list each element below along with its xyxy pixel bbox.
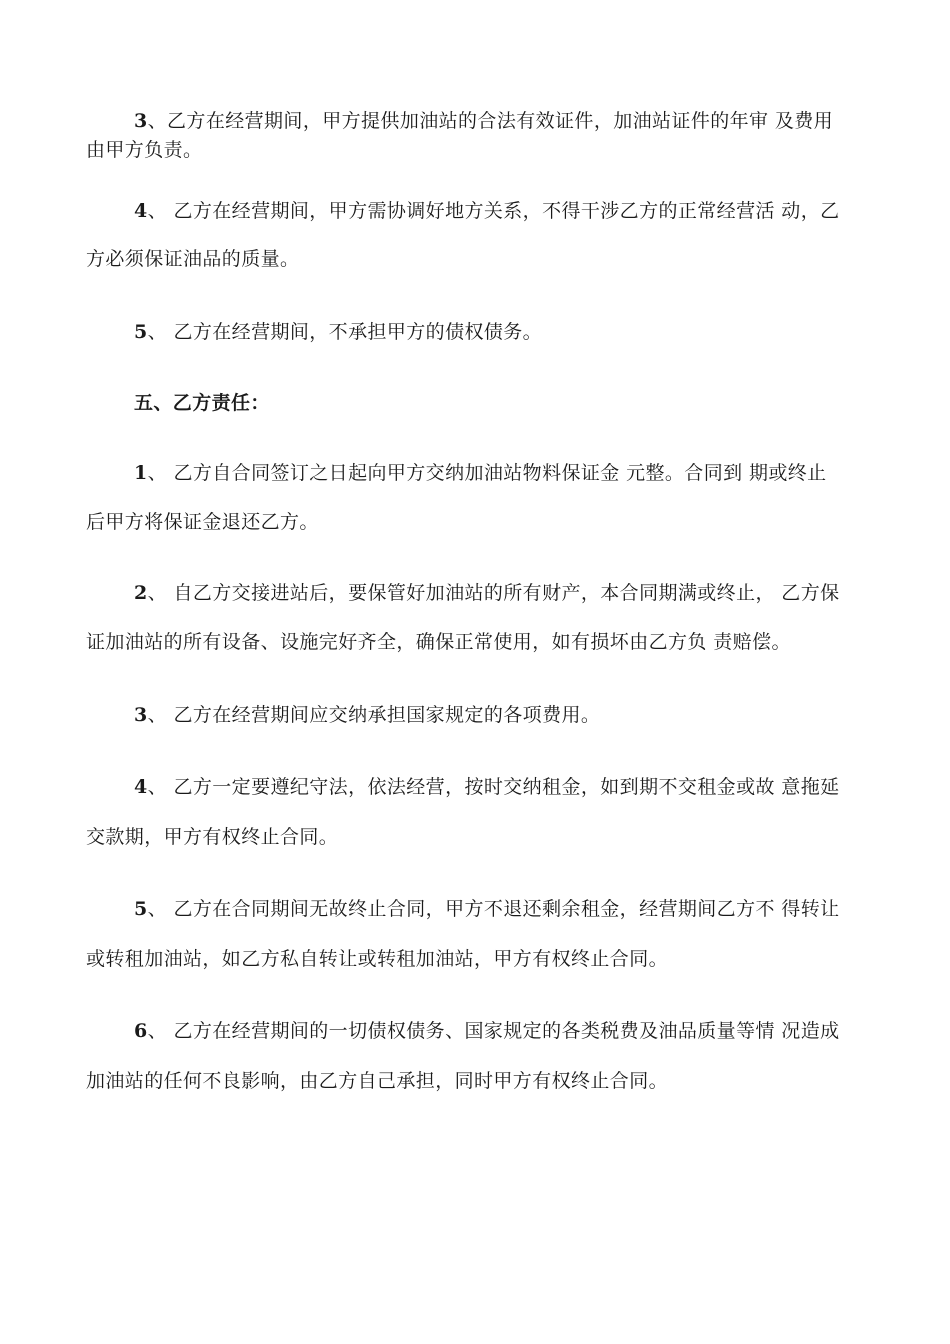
section-heading: 五、乙方责任：: [134, 392, 270, 414]
duty-6-line-1: [134, 1020, 950, 1042]
duty-2-line-2: 证加油站的所有设备、设施完好齐全，确保正常使用，如有损坏由乙方负 责赔偿。: [86, 631, 791, 653]
duty-4-line-2: 交款期，甲方有权终止合同。: [86, 826, 339, 848]
clause-text: 、 乙方在合同期间无故终止合同，甲方不退还剩余租金，经营期间乙方不 得转让: [147, 898, 840, 920]
clause-number: 4: [134, 200, 148, 222]
clause-text: 、 乙方在经营期间应交纳承担国家规定的各项费用。: [147, 704, 601, 726]
clause-5-line-1: [134, 321, 950, 343]
duty-2-line-1: [134, 582, 950, 604]
duty-5-line-2: 或转租加油站，如乙方私自转让或转租加油站，甲方有权终止合同。: [86, 948, 669, 970]
clause-number: 1: [134, 462, 148, 484]
clause-text: 、 乙方在经营期间，不承担甲方的债权债务。: [147, 321, 543, 343]
clause-4-line-2: 方必须保证油品的质量。: [86, 248, 300, 270]
clause-number: 5: [134, 898, 148, 920]
clause-text: 、 乙方在经营期间的一切债权债务、国家规定的各类税费及油品质量等情 况造成: [147, 1020, 840, 1042]
clause-4-line-1: [134, 200, 950, 222]
clause-text: 、 乙方在经营期间，甲方需协调好地方关系，不得干涉乙方的正常经营活 动，乙: [147, 200, 840, 222]
duty-5-line-1: [134, 898, 950, 920]
clause-text: 、乙方在经营期间，甲方提供加油站的合法有效证件，加油站证件的年审 及费用: [147, 110, 834, 132]
clause-number: 3: [134, 704, 148, 726]
clause-text: 、 乙方一定要遵纪守法，依法经营，按时交纳租金，如到期不交租金或故 意拖延: [147, 776, 840, 798]
clause-3-line-2: 由甲方负责。: [86, 139, 203, 161]
duty-1-line-2: 后甲方将保证金退还乙方。: [86, 511, 319, 533]
duty-6-line-2: 加油站的任何不良影响，由乙方自己承担，同时甲方有权终止合同。: [86, 1070, 669, 1092]
clause-number: 4: [134, 776, 148, 798]
clause-number: 5: [134, 321, 148, 343]
clause-number: 6: [134, 1020, 148, 1042]
clause-number: 3: [134, 110, 148, 132]
duty-3-line-1: [134, 704, 950, 726]
clause-text: 、 自乙方交接进站后，要保管好加油站的所有财产，本合同期满或终止， 乙方保: [147, 582, 840, 604]
clause-number: 2: [134, 582, 148, 604]
duty-4-line-1: [134, 776, 950, 798]
clause-3-line-1: [134, 110, 950, 132]
duty-1-line-1: [134, 462, 950, 484]
clause-text: 、 乙方自合同签订之日起向甲方交纳加油站物料保证金 元整。合同到 期或终止: [147, 462, 827, 484]
